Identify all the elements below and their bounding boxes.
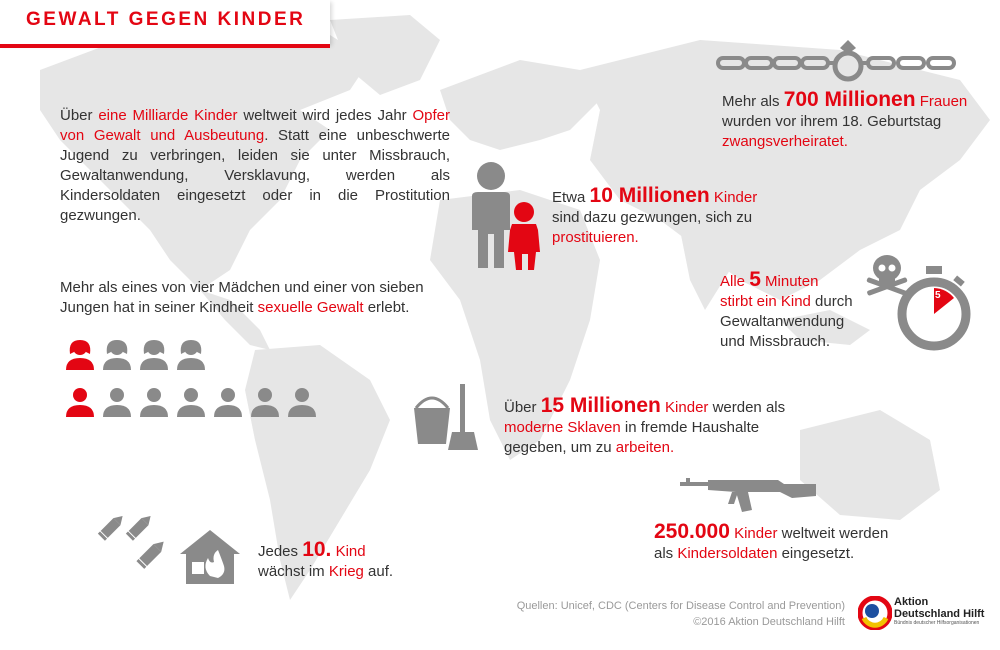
married-text (722, 90, 992, 152)
boy-icon (64, 383, 96, 417)
minutes-number: 5 (749, 268, 761, 291)
minutes-line: Gewaltanwendung (720, 313, 845, 330)
war-number: 10. (302, 538, 332, 561)
war-part: wächst im (258, 563, 329, 580)
boys-icon-row (64, 383, 334, 417)
boy-icon (101, 383, 133, 417)
prostitution-number: 10 Millionen (589, 184, 710, 207)
intro-highlight: eine Milliarde Kinder (98, 107, 238, 124)
prostitution-highlight: Kinder (709, 189, 758, 206)
adult-child-icon (466, 160, 548, 272)
girl-icon (101, 336, 133, 370)
married-number: 700 Millionen (783, 88, 916, 111)
minutes-line: und Missbrauch. (720, 333, 831, 350)
married-part: Mehr als (722, 93, 784, 110)
war-part: Jedes (258, 543, 303, 560)
title-underline (0, 44, 330, 48)
soldiers-number: 250.000 (654, 520, 730, 543)
soldiers-part: als (654, 545, 678, 562)
prostitution-line: sind dazu gezwungen, sich zu (552, 209, 753, 226)
stopwatch-icon (892, 262, 976, 352)
slaves-part: Über (504, 399, 541, 416)
married-highlight: Frauen (915, 93, 968, 110)
intro-text (60, 106, 450, 226)
chain-ring-icon (716, 38, 961, 84)
soldiers-highlight: Kindersoldaten (677, 545, 778, 562)
boy-icon (212, 383, 244, 417)
page-title: GEWALT GEGEN KINDER (26, 9, 306, 30)
soldiers-part: eingesetzt. (777, 545, 855, 562)
boy-icon (249, 383, 281, 417)
stopwatch-number: 5 (935, 290, 941, 301)
logo-text-line1: Aktion (894, 596, 929, 608)
prostitution-part: Etwa (552, 189, 590, 206)
minutes-highlight: stirbt ein Kind (720, 293, 811, 310)
burning-house-icon (178, 524, 242, 586)
girls-boys-text (60, 278, 440, 318)
slaves-part: gegeben, um zu (504, 439, 616, 456)
prostitution-highlight-line: prostituieren. (552, 229, 639, 246)
war-highlight: Krieg (328, 563, 364, 580)
girls-boys-highlight: sexuelle Gewalt (257, 299, 364, 316)
sources-text: Quellen: Unicef, CDC (Centers for Disease Control and Prevention) (516, 600, 845, 612)
logo-text-line3: Bündnis deutscher Hilfsorganisationen (894, 620, 980, 626)
boy-icon (286, 383, 318, 417)
girls-boys-part: erlebt. (363, 299, 410, 316)
slaves-part: in fremde Haushalte (620, 419, 760, 436)
slaves-part: werden als (708, 399, 786, 416)
soldiers-highlight: Kinder (729, 525, 778, 542)
minutes-part: durch (810, 293, 853, 310)
war-part: auf. (363, 563, 394, 580)
girls-boys-part: Mehr als eines von vier Mädchen und einer von sieben Jungen hat in seiner Kindheit (60, 279, 424, 316)
soldiers-part: weltweit werden (777, 525, 889, 542)
intro-part: weltweit wird jedes Jahr (237, 107, 413, 124)
sources-footer (500, 598, 845, 630)
bucket-mop-icon (412, 382, 480, 454)
slaves-highlight: moderne Sklaven (504, 419, 621, 436)
bullets-icon (92, 498, 182, 570)
prostitution-text (552, 186, 812, 248)
logo-mark-icon (858, 596, 892, 630)
slaves-number: 15 Millionen (540, 394, 661, 417)
intro-highlight: Opfer von Gewalt und Ausbeutung (60, 107, 450, 144)
girl-icon (64, 336, 96, 370)
soldiers-text (654, 522, 934, 564)
slaves-text (504, 396, 804, 458)
intro-part: . Statt eine unbeschwerte Jugend zu verbringen, leiden sie unter Missbrauch, Gewaltanwendung, Versklavung, werden als Kindersoldaten eingesetzt oder in die Prostitution gezwungen. (60, 127, 450, 224)
slaves-highlight: arbeiten. (615, 439, 675, 456)
boy-icon (138, 383, 170, 417)
girl-icon (175, 336, 207, 370)
minutes-highlight: Minuten (760, 273, 819, 290)
minutes-highlight: Alle (720, 273, 750, 290)
slaves-highlight: Kinder (660, 399, 709, 416)
war-text (258, 540, 458, 582)
war-highlight: Kind (331, 543, 366, 560)
married-line: wurden vor ihrem 18. Geburtstag (722, 113, 942, 130)
girls-icon-row (64, 336, 224, 370)
copyright-text: ©2016 Aktion Deutschland Hilft (693, 616, 845, 628)
logo-text-line2: Deutschland Hilft (894, 608, 985, 620)
intro-part: Über (60, 107, 99, 124)
married-highlight-line: zwangsverheiratet. (722, 133, 848, 150)
girl-icon (138, 336, 170, 370)
boy-icon (175, 383, 207, 417)
rifle-icon (680, 470, 818, 516)
aktion-deutschland-hilft-logo (858, 592, 998, 642)
